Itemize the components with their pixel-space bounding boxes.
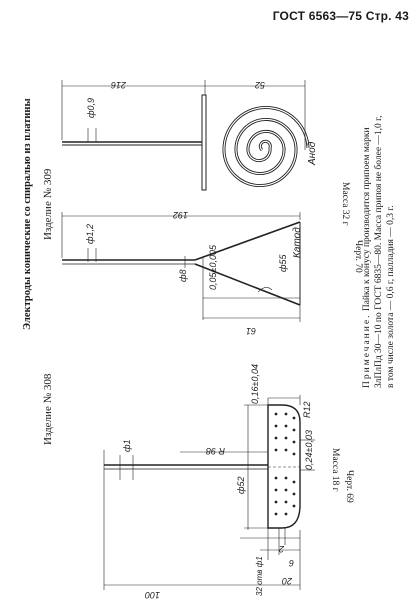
page-number: Стр. 43 [365,9,409,23]
item-309-title: Изделие № 309 [42,168,54,240]
item-308-small: 2 [278,544,284,554]
item-309-mass: Масса 32 г [340,182,350,226]
standard-number: ГОСТ 6563—75 [272,9,363,23]
cathode-drawing [62,212,300,322]
cathode-thickness: 0,05±0,005 [208,245,218,290]
cathode-wire-dia: ф1,2 [85,223,95,244]
anode-label: Анод [307,141,318,165]
anode-drawing [62,80,308,190]
cathode-height: 61 [245,326,256,336]
cathode-length: 192 [172,210,188,220]
item-308-plate-dia: ф52 [236,476,246,494]
anode-width: 52 [254,80,265,90]
cathode-cone-dia: ф55 [278,254,288,272]
section-title: Электроды конические со спиралью из платины [22,98,33,330]
item-308-wire-dia: ф1 [122,439,132,452]
note-line-2: ЗлПлПд 30—10 по ГОСТ 6835—80. Масса припоя не более —1,0 г, [374,115,384,388]
item-308-mass: Масса 18 г [330,448,340,492]
item-308-r-small: R12 [302,401,312,418]
note-label: Примечание. [362,313,372,388]
item-308-r-big: R 98 [205,446,225,456]
note-line-3: в том числе золота — 0,6 г, палладия — 0,3 г. [386,205,396,388]
note-text-1: Пайка к конусу производится припоем марки [362,127,372,312]
item-308-twenty: 20 [281,576,292,586]
anode-dia: ф0,9 [86,97,96,118]
cathode-small-dia: ф8 [178,269,188,282]
item-308-holes: 32 отв ф1 [255,556,264,596]
item-308-thick1: 0,16±0,04 [250,364,260,404]
item-308-drawing [104,395,315,590]
item-308-title: Изделие № 308 [42,373,54,445]
item-308-six: 6 [288,558,294,568]
item-308-drawing: Черт. 69 [344,470,354,503]
item-309-drawing: Черт. 70 [353,240,363,273]
item-308-thick2: 0,24±0,03 [304,430,314,470]
item-308-length: 100 [144,590,160,600]
anode-length: 216 [110,80,126,90]
cathode-label-text: Катод [292,227,303,258]
plate-holes [275,413,296,516]
